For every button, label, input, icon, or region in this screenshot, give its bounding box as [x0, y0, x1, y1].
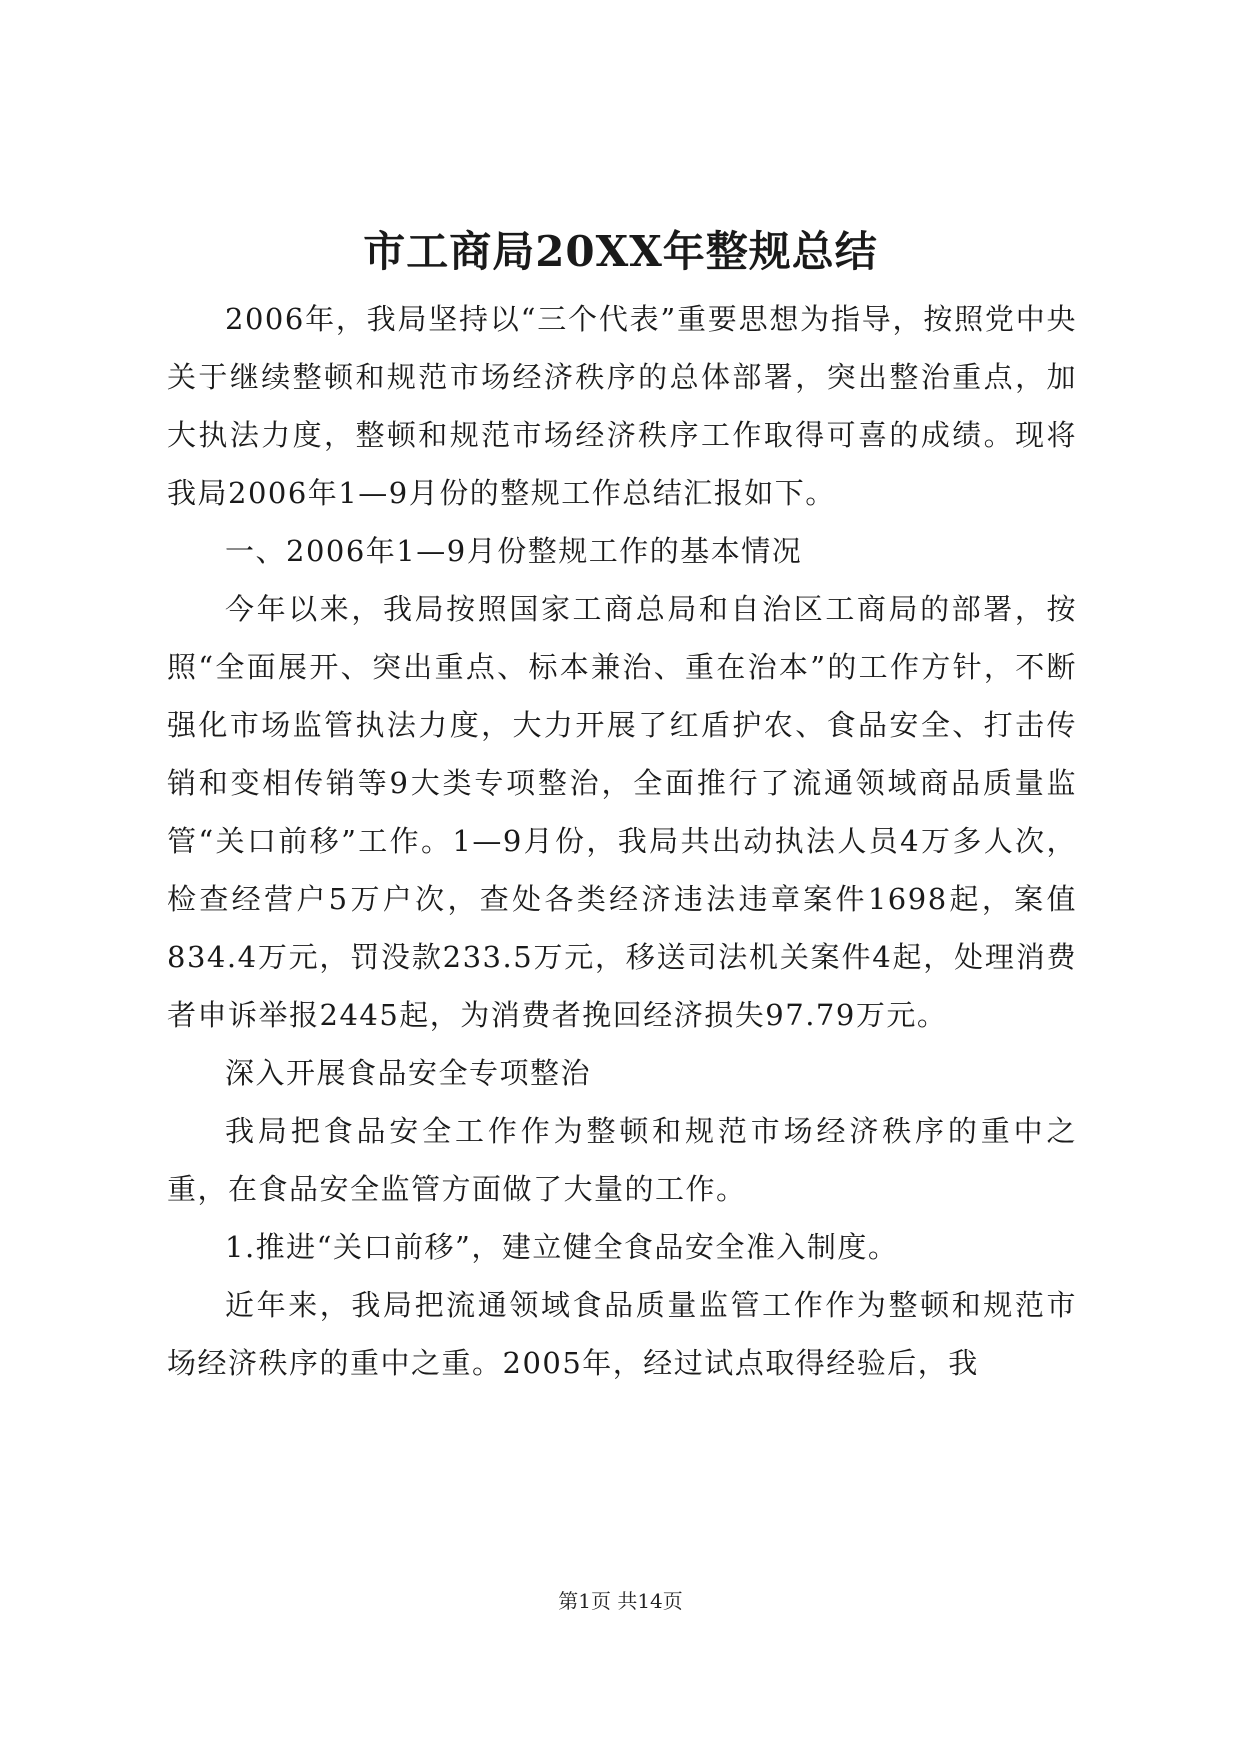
document-title: 市工商局20XX年整规总结 [363, 227, 878, 276]
document-body [167, 290, 1077, 1392]
item-heading-1: 1.推进“关口前移”，建立健全食品安全准入制度。 [225, 1230, 899, 1264]
paragraph-intro: 2006年，我局坚持以“三个代表”重要思想为指导，按照党中央关于继续整顿和规范市场经济秩序的总体部署，突出整治重点，加大执法力度，整顿和规范市场经济秩序工作取得可喜的成绩。现将我局2006年1—9月份的整规工作总结汇报如下。 [167, 302, 1077, 510]
page-footer: 第1页 共14页 [558, 1589, 683, 1613]
section-heading-1: 一、2006年1—9月份整规工作的基本情况 [225, 534, 803, 568]
paragraph-food-safety: 我局把食品安全工作作为整顿和规范市场经济秩序的重中之重，在食品安全监管方面做了大量的工作。 [167, 1114, 1077, 1206]
paragraph-recent-years: 近年来，我局把流通领域食品质量监管工作作为整顿和规范市场经济秩序的重中之重。2005年，经过试点取得经验后，我 [167, 1288, 1077, 1380]
paragraph-overview: 今年以来，我局按照国家工商总局和自治区工商局的部署，按照“全面展开、突出重点、标本兼治、重在治本”的工作方针，不断强化市场监管执法力度，大力开展了红盾护农、食品安全、打击传销和变相传销等9大类专项整治，全面推行了流通领域商品质量监管“关口前移”工作。1—9月份，我局共出动执法人员4万多人次，检查经营户5万户次，查处各类经济违法违章案件1698起，案值834.4万元，罚没款233.5万元，移送司法机关案件4起，处理消费者申诉举报2445起，为消费者挽回经济损失97.79万元。 [167, 592, 1077, 1032]
subsection-heading-food-safety: 深入开展食品安全专项整治 [225, 1056, 592, 1090]
